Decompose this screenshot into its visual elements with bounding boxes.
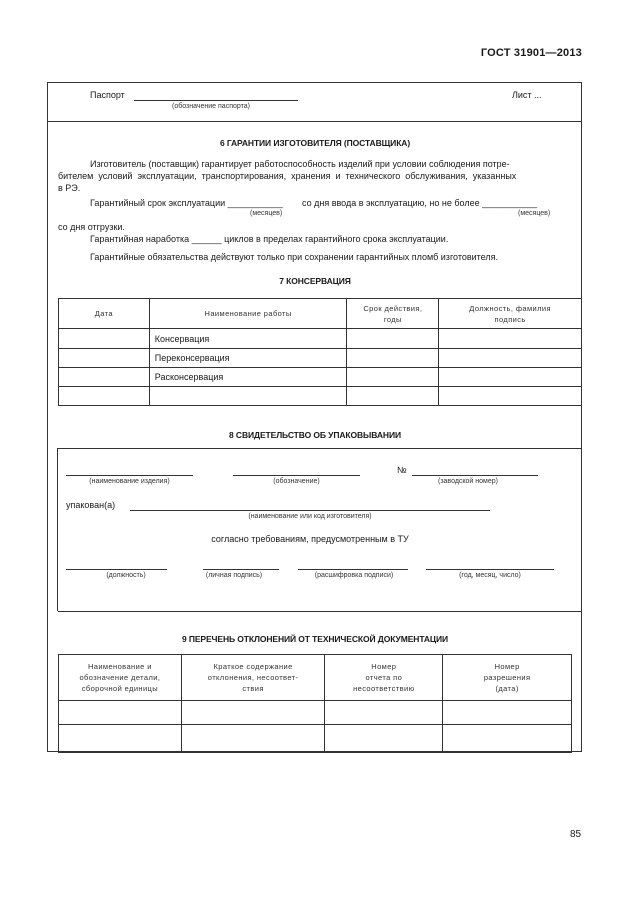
date-line[interactable] (426, 569, 554, 570)
deviation-header-cell: Краткое содержание отклонения, несоответ- ствия (181, 655, 325, 701)
table-cell[interactable] (325, 701, 443, 725)
table-cell[interactable] (59, 725, 182, 753)
s8-box-top (58, 448, 582, 449)
table-cell[interactable] (443, 701, 572, 725)
sheet-label: Лист ... (512, 90, 542, 100)
table-cell[interactable] (181, 701, 325, 725)
standard-header: ГОСТ 31901—2013 (480, 47, 582, 59)
s6-p2-part2: со дня ввода в эксплуатацию, но не более ___________ (302, 198, 538, 208)
s6-months-caption-2: (месяцев) (518, 210, 551, 217)
table-cell[interactable] (59, 329, 150, 349)
work-name-cell: Переконсервация (149, 349, 347, 368)
passport-line[interactable] (134, 100, 298, 101)
deviation-table (58, 654, 572, 753)
manufacturer-line[interactable] (130, 510, 490, 511)
conservation-header-cell: Наименование работы (149, 299, 347, 329)
s6-months-caption-1: (месяцев) (250, 210, 283, 217)
conservation-header-cell: Срок действия, годы (347, 299, 439, 329)
item-name-line[interactable] (66, 475, 193, 476)
section8-title: 8 СВИДЕТЕЛЬСТВО ОБ УПАКОВЫВАНИИ (229, 430, 401, 440)
table-row (59, 387, 582, 406)
table-cell[interactable] (347, 368, 439, 387)
table-row (59, 349, 582, 368)
table-cell[interactable] (59, 701, 182, 725)
item-name-caption: (наименование изделия) (89, 478, 170, 485)
decoding-caption: (расшифровка подписи) (314, 572, 394, 579)
divider (47, 121, 582, 122)
table-cell[interactable] (181, 725, 325, 753)
table-cell[interactable] (439, 387, 582, 406)
work-name-cell: Расконсервация (149, 368, 347, 387)
table-cell[interactable] (443, 725, 572, 753)
deviation-header-cell: Номер отчета по несоответствию (325, 655, 443, 701)
passport-caption: (обозначение паспорта) (172, 103, 250, 110)
s6-p2-line2: со дня отгрузки. (58, 222, 125, 232)
designation-line[interactable] (233, 475, 360, 476)
manufacturer-caption: (наименование или код изготовителя) (248, 513, 372, 520)
s6-p2-part1: Гарантийный срок эксплуатации ___________ (90, 198, 283, 208)
table-cell[interactable] (439, 329, 582, 349)
s6-p1-line2: бителем условий эксплуатации, транспортирования, хранения и технического обслуживания, указанных (58, 171, 517, 181)
table-cell[interactable] (347, 349, 439, 368)
serial-number-caption: (заводской номер) (438, 478, 498, 485)
deviation-header-cell: Номер разрешения (дата) (443, 655, 572, 701)
page-number: 85 (570, 829, 582, 840)
decoding-line[interactable] (298, 569, 408, 570)
table-cell[interactable] (347, 329, 439, 349)
conservation-header-cell: Должность, фамилия подпись (439, 299, 582, 329)
packed-label: упакован(а) (66, 500, 116, 510)
work-name-cell: Консервация (149, 329, 347, 349)
table-cell[interactable] (59, 349, 150, 368)
number-sign: № (397, 465, 407, 475)
s6-p4: Гарантийные обязательства действуют только при сохранении гарантийных пломб изготовителя. (90, 252, 499, 262)
deviation-header-cell: Наименование и обозначение детали, сборочной единицы (59, 655, 182, 701)
deviation-header-row (59, 655, 572, 701)
s6-p1-line1: Изготовитель (поставщик) гарантирует работоспособность изделий при условии соблюдения потре- (90, 159, 510, 169)
s8-box-left (57, 448, 58, 611)
date-caption: (год, месяц, число) (459, 572, 521, 579)
s8-box-bottom (58, 611, 582, 612)
s6-p3: Гарантийная наработка ______ циклов в пределах гарантийного срока эксплуатации. (90, 234, 449, 244)
table-row (59, 725, 572, 753)
serial-number-line[interactable] (412, 475, 538, 476)
table-cell[interactable] (325, 725, 443, 753)
table-cell[interactable] (439, 349, 582, 368)
table-row (59, 701, 572, 725)
table-cell[interactable] (347, 387, 439, 406)
section9-title: 9 ПЕРЕЧЕНЬ ОТКЛОНЕНИЙ ОТ ТЕХНИЧЕСКОЙ ДОКУМЕНТАЦИИ (181, 634, 449, 644)
signature-line[interactable] (203, 569, 279, 570)
section6-title: 6 ГАРАНТИИ ИЗГОТОВИТЕЛЯ (ПОСТАВЩИКА) (219, 138, 411, 148)
section7-title: 7 КОНСЕРВАЦИЯ (279, 276, 351, 286)
conservation-header-row (59, 299, 582, 329)
work-name-cell[interactable] (149, 387, 347, 406)
signature-caption: (личная подпись) (205, 572, 263, 579)
table-cell[interactable] (59, 368, 150, 387)
table-row (59, 368, 582, 387)
table-row (59, 329, 582, 349)
form-frame (47, 82, 582, 752)
conservation-table (58, 298, 582, 406)
passport-label: Паспорт (90, 90, 125, 100)
position-line[interactable] (66, 569, 167, 570)
table-cell[interactable] (439, 368, 582, 387)
according-text: согласно требованиям, предусмотренным в ТУ (211, 534, 409, 544)
designation-caption: (обозначение) (273, 478, 320, 485)
s6-p1-line3: в РЭ. (58, 183, 81, 193)
table-cell[interactable] (59, 387, 150, 406)
conservation-header-cell: Дата (59, 299, 150, 329)
position-caption: (должность) (106, 572, 146, 579)
